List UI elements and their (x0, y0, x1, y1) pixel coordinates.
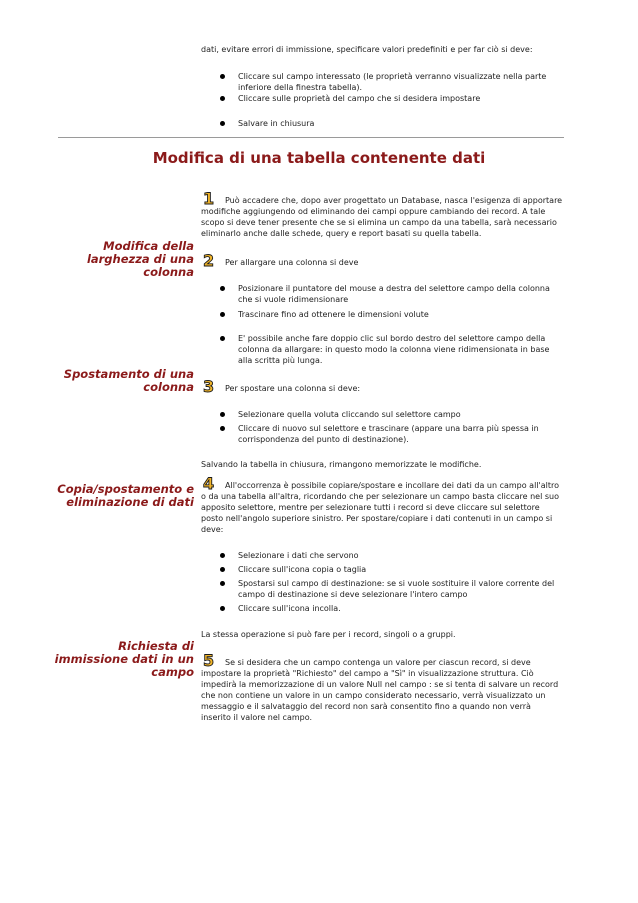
step1-text: Può accadere che, dopo aver progettato un Database, nasca l'esigenza di apportare modifiche aggiungendo od eliminando dei campi oppure cambiando dei record. A tale scopo si deve tener presente che se si elimina un campo da una tabella, sarà necessario eliminarlo anche dalle schede, query e report basati su quella tabella. (201, 196, 563, 238)
section-title: Modifica di una tabella contenente dati (152, 149, 486, 167)
number-5-icon (201, 652, 221, 667)
step5-paragraph (201, 652, 563, 723)
svg-text:2: 2 (203, 252, 215, 268)
side-label-copy-move-delete: Copia/spostamento e eliminazione di dati (57, 482, 194, 509)
list-item: Selezionare i dati che servono (201, 550, 563, 561)
side-label-required-entry: Richiesta di immissione dati in un campo (54, 639, 194, 679)
list-item: Salvare in chiusura (201, 118, 563, 129)
list-item: Trascinare fino ad ottenere le dimensioni volute (201, 309, 563, 320)
side-label-move-column: Spostamento di una colonna (63, 367, 194, 394)
step3-after-text: Salvando la tabella in chiusura, rimangono memorizzate le modifiche. (201, 460, 482, 469)
step2-paragraph (201, 252, 563, 268)
list-item: Cliccare sul campo interessato (le proprietà verranno visualizzate nella parte inferiore della finestra tabella). (201, 71, 563, 93)
step5-text: Se si desidera che un campo contenga un valore per ciascun record, si deve impostare la proprietà "Richiesto" del campo a "Sì" in visualizzazione struttura. Ciò impedirà la memorizzazione di un valore Null nel campo : se si tenta di salvare un record che non contiene un valore in un campo considerato necessario, verrà visualizzato un messaggio e il salvataggio del record non sarà consentito fino a quando non verrà inserito il valore nel campo. (201, 658, 559, 722)
step4-bullet-list (201, 550, 563, 614)
list-item: Spostarsi sul campo di destinazione: se si vuole sostituire il valore corrente del campo di destinazione si deve selezionare l'intero campo (201, 578, 563, 600)
step2-bullet-list (201, 283, 563, 320)
svg-text:3: 3 (203, 378, 215, 394)
list-item: Cliccare sull'icona copia o taglia (201, 564, 563, 575)
step3-bullet-list (201, 409, 563, 445)
horizontal-rule (58, 137, 564, 138)
list-item: Posizionare il puntatore del mouse a destra del selettore campo della colonna che si vuole ridimensionare (201, 283, 563, 305)
intro-text: dati, evitare errori di immissione, specificare valori predefiniti e per far ciò si deve: (201, 45, 533, 54)
step1-paragraph (201, 190, 563, 239)
number-1-icon (201, 190, 221, 205)
list-item: Cliccare sulle proprietà del campo che si desidera impostare (201, 93, 563, 104)
svg-text:1: 1 (203, 190, 215, 206)
number-2-icon (201, 252, 221, 267)
step3-paragraph (201, 378, 563, 394)
intro-bullet-list (201, 71, 563, 129)
step2-note-list (201, 333, 563, 366)
step4-text: All'occorrenza è possibile copiare/spostare e incollare dei dati da un campo all'altro o da una tabella all'altra, ricordando che per selezionare un campo basta cliccare nel suo apposito selettore, mentre per selezionare tutti i record si deve cliccare sul selettore posto nell'angolo superiore sinistro. Per spostare/copiare i dati contenuti in un campo si deve: (201, 481, 559, 534)
number-3-icon (201, 378, 221, 393)
svg-text:5: 5 (203, 652, 215, 668)
step4-paragraph (201, 475, 563, 535)
list-item: Cliccare di nuovo sul selettore e trascinare (appare una barra più spessa in corrispondenza del punto di destinazione). (201, 423, 563, 445)
list-item: E' possibile anche fare doppio clic sul bordo destro del selettore campo della colonna da allargare: in questo modo la colonna viene ridimensionata in base alla scritta più lunga. (201, 333, 563, 366)
svg-text:4: 4 (203, 475, 215, 491)
step4-after-text: La stessa operazione si può fare per i record, singoli o a gruppi. (201, 630, 456, 639)
number-4-icon (201, 475, 221, 490)
step2-text: Per allargare una colonna si deve (225, 258, 359, 267)
side-label-column-width: Modifica della larghezza di una colonna (86, 239, 194, 279)
step3-text: Per spostare una colonna si deve: (225, 384, 361, 393)
list-item: Cliccare sull'icona incolla. (201, 603, 563, 614)
list-item: Selezionare quella voluta cliccando sul selettore campo (201, 409, 563, 420)
